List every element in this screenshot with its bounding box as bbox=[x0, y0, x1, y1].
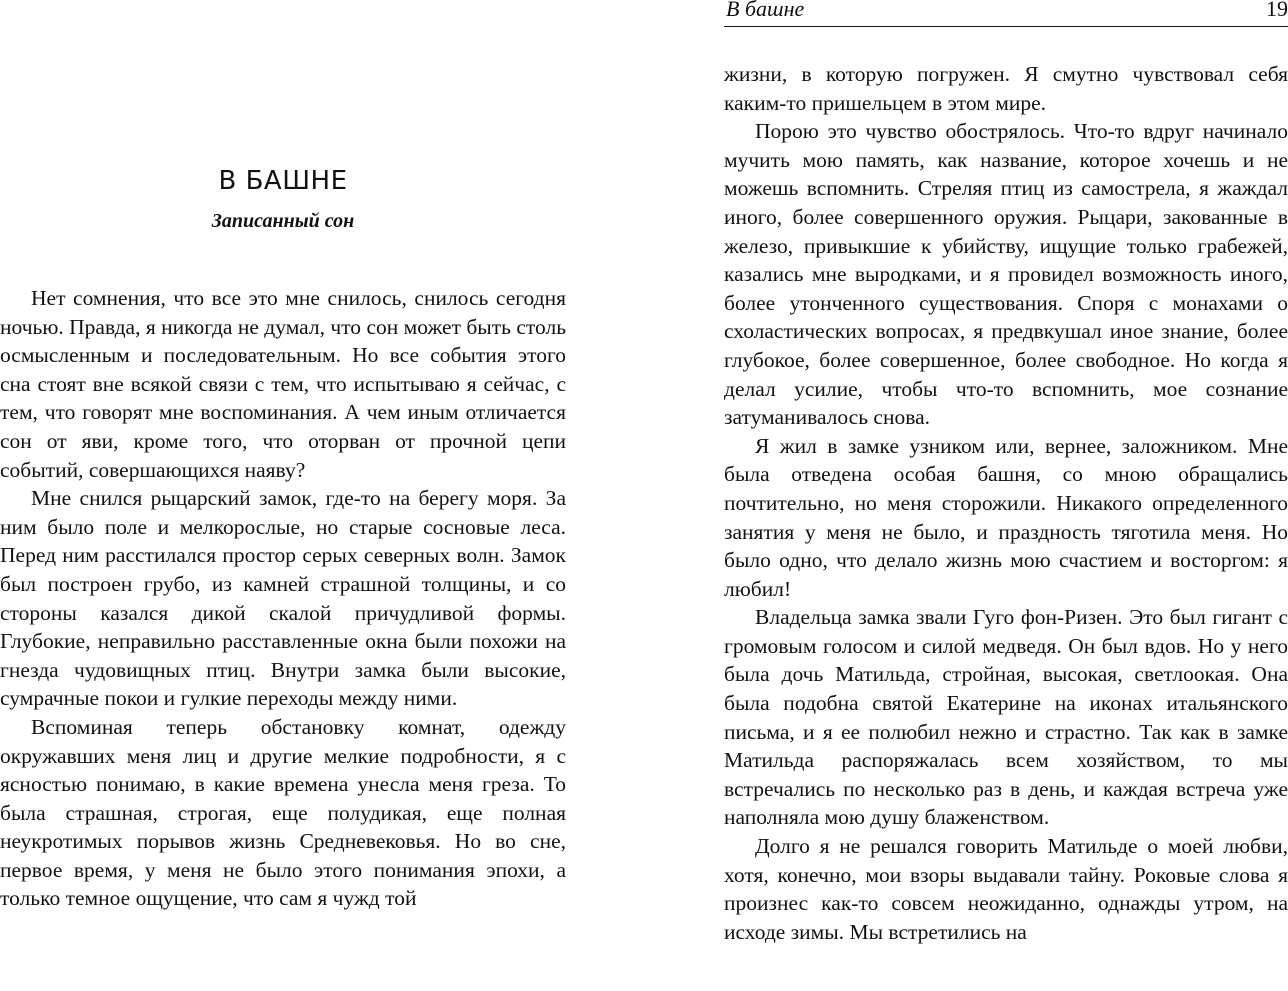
left-page bbox=[0, 0, 566, 991]
paragraph: Нет сомнения, что все это мне снилось, снилось сегодня ночью. Правда, я никогда не думал, что сон может быть столь осмысленным и последовательным. Но все события этого сна стоят вне всякой связи с тем, что испытываю я сейчас, с тем, что говорят мне воспоминания. А чем иным отличается сон от яви, кроме того, что оторван от прочной цепи событий, совершающихся наяву? bbox=[0, 286, 566, 482]
chapter-title: В БАШНЕ bbox=[218, 166, 348, 196]
running-head bbox=[724, 0, 1288, 27]
right-page bbox=[724, 0, 1288, 991]
paragraph: Я жил в замке узником или, вернее, заложником. Мне была отведена особая башня, со мною обращались почтительно, но меня сторожили. Никакого определенного занятия у меня не было, и праздность тяготила меня. Но было одно, что делало жизнь мою счастием и восторгом: я любил! bbox=[724, 433, 1288, 601]
paragraph: Вспоминая теперь обстановку комнат, одежду окружавших меня лиц и другие мелкие подробности, я с ясностью понимаю, в какие времена унесла меня греза. То была страшная, строгая, еще полудикая, еще полная неукротимых порывов жизнь Средневековья. Но во сне, первое время, у меня не было этого понимания эпохи, а только темное ощущение, что сам я чужд той bbox=[0, 714, 566, 911]
paragraph: Долго я не решался говорить Матильде о моей любви, хотя, конечно, мои взоры выдавали тайну. Роковые слова я произнес как-то совсем неожиданно, однажды утром, на исходе зимы. Мы встретились на bbox=[724, 834, 1288, 944]
paragraph-continued: жизни, в которую погружен. Я смутно чувствовал себя каким-то пришельцем в этом мире. bbox=[724, 62, 1288, 115]
left-page-text bbox=[0, 284, 566, 913]
paragraph: Мне снился рыцарский замок, где-то на берегу моря. За ним было поле и мелкорослые, но старые сосновые леса. Перед ним расстилался простор серых северных волн. Замок был построен грубо, из камней страшной толщины, и со стороны казался дикой скалой причудливой формы. Глубокие, неправильно расставленные окна были похожи на гнезда чудовищных птиц. Внутри замка были высокие, сумрачные покои и гулкие переходы между ними. bbox=[0, 486, 566, 711]
paragraph: Порою это чувство обострялось. Что-то вдруг начинало мучить мою память, как название, которое хочешь и не можешь вспомнить. Стреляя птиц из самострела, я жаждал иного, более совершенного оружия. Рыцари, закованные в железо, привыкшие к убийству, ищущие только грабежей, казались мне выродками, и я провидел возможность иного, более утонченного существования. Споря с монахами о схоластических вопросах, я предвкушал иное знание, более глубокое, более совершенное, более свободное. Но когда я делал усилие, чтобы что-то вспомнить, мое сознание затуманивалось снова. bbox=[724, 119, 1288, 430]
page-number: 19 bbox=[1266, 0, 1288, 21]
chapter-subtitle: Записанный сон bbox=[211, 210, 355, 232]
right-page-text bbox=[724, 60, 1288, 946]
paragraph: Владельца замка звали Гуго фон-Ризен. Это был гигант с громовым голосом и силой медведя. Он был вдов. Но у него была дочь Матильда, стройная, высокая, светлоокая. Она была подобна святой Екатерине на иконах итальянского письма, и я ее полюбил нежно и страстно. Так как в замке Матильда распоряжалась всем хозяйством, то мы встречались по несколько раз в день, и каждая встреча уже наполняла мою душу блаженством. bbox=[724, 605, 1288, 830]
running-title: В башне bbox=[726, 0, 805, 21]
